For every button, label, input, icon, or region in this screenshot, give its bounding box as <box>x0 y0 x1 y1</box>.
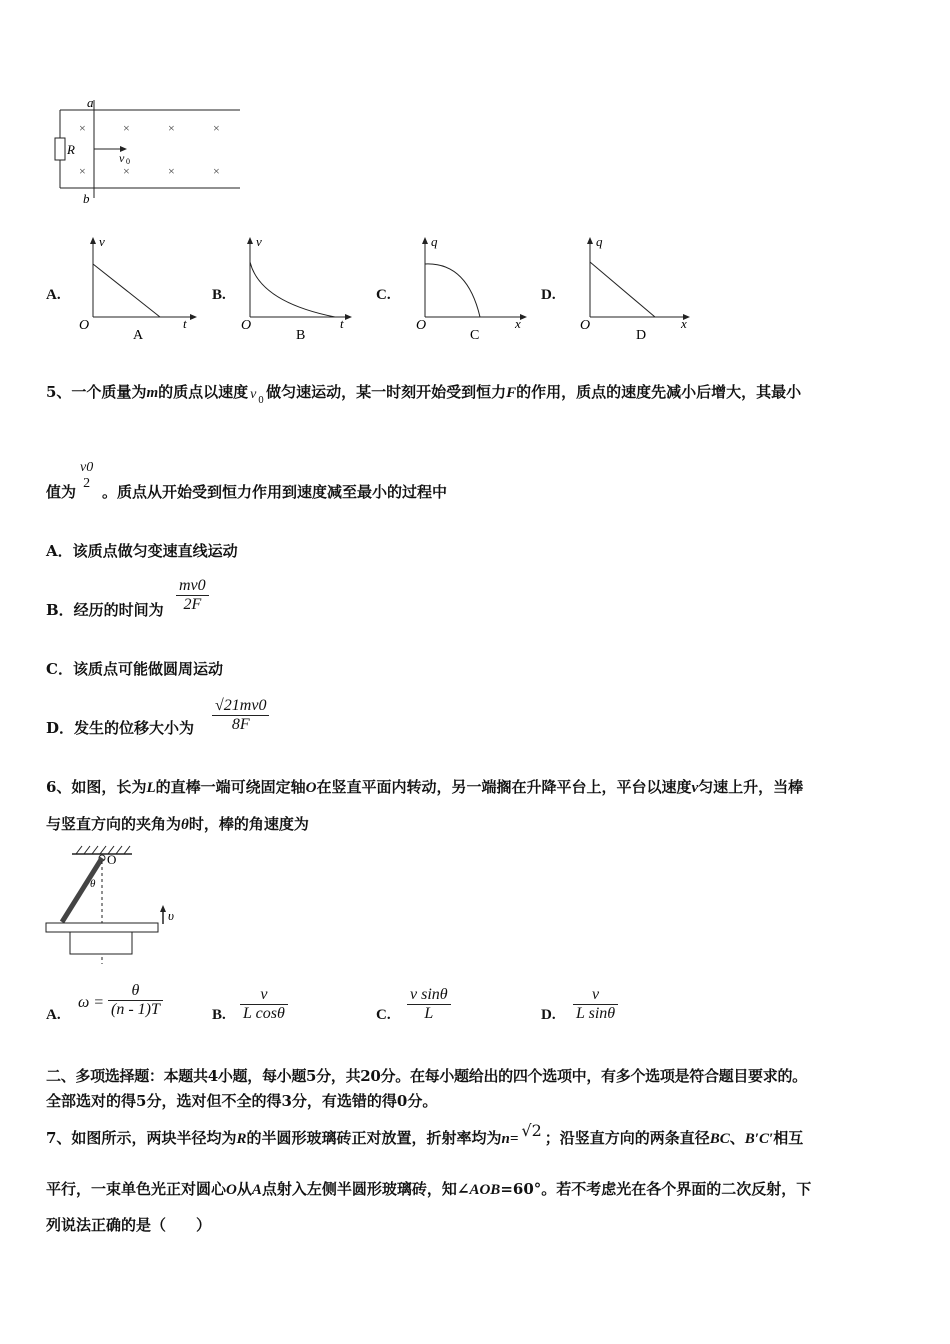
q7-line1: 7、如图所示，两块半径均为R的半圆形玻璃砖正对放置，折射率均为n= √2 ；沿竖直方向的两条直径BC、B′C′相互 <box>46 1121 804 1147</box>
label-R: R <box>67 142 75 157</box>
graph-d-x-label: x <box>681 316 687 331</box>
graph-d-y-label: q <box>596 234 603 249</box>
cross: × <box>79 121 86 135</box>
graph-option-letter-b: B. <box>212 287 226 303</box>
fig-label-theta: θ <box>90 878 96 890</box>
label-v0: v <box>119 151 125 165</box>
cross: × <box>123 164 130 178</box>
q6-option-a-lhs: ω = <box>78 994 105 1011</box>
graph-option-letter-d: D. <box>541 287 556 303</box>
graph-option-letter-a: A. <box>46 287 61 303</box>
graph-a-origin: O <box>79 318 90 333</box>
q7-line2: 平行，一束单色光正对圆心O从A点射入左侧半圆形玻璃砖，知∠AOB=60°。若不考虑光在各个界面的二次反射，下 <box>46 1180 812 1198</box>
cross: × <box>168 121 175 135</box>
q7-line3: 列说法正确的是（ ） <box>46 1216 212 1234</box>
q5-min-speed-fraction: v0 2 <box>80 460 94 491</box>
resistor-R <box>55 138 65 160</box>
q6-line1: 6、如图，长为L的直棒一端可绕固定轴O在竖直平面内转动，另一端搁在升降平台上，平台以速度v匀速上升，当棒 <box>46 778 804 796</box>
graph-b <box>240 232 365 347</box>
graph-b-x-label: t <box>340 316 344 331</box>
graph-c-origin: O <box>416 318 427 333</box>
graph-option-letter-c: C. <box>376 287 391 303</box>
q6-option-c-fraction: v sinθ L <box>407 986 451 1023</box>
graph-b-origin: O <box>241 318 252 333</box>
q6-option-c-letter: C. <box>376 1007 391 1023</box>
cross: × <box>213 164 220 178</box>
graph-b-y-label: v <box>256 234 262 249</box>
graph-b-caption: B <box>296 328 306 343</box>
rod-platform-figure <box>40 842 190 972</box>
section2-line1: 二、多项选择题：本题共4小题，每小题5分，共20分。在每小题给出的四个选项中，有多个选项是符合题目要求的。 <box>46 1067 807 1085</box>
cross: × <box>79 164 86 178</box>
graph-a-x-label: t <box>183 316 187 331</box>
q5-option-d-fraction: √21mv0 8F <box>212 697 269 734</box>
graph-c-x-label: x <box>515 316 521 331</box>
graph-b-curve <box>250 262 335 317</box>
graph-c-y-label: q <box>431 234 438 249</box>
q6-line2: 与竖直方向的夹角为θ时，棒的角速度为 <box>46 815 309 833</box>
graph-d-origin: O <box>580 318 591 333</box>
graph-a-y-label: v <box>99 234 105 249</box>
graph-a-caption: A <box>133 328 144 343</box>
magnetic-field-circuit-figure <box>45 95 250 210</box>
q7-sqrt2: √2 <box>521 1121 542 1140</box>
graph-d-caption: D <box>636 328 647 343</box>
rod <box>62 858 102 922</box>
cross: × <box>168 164 175 178</box>
q5-option-b: B．经历的时间为 <box>46 601 164 619</box>
q5-line2: 值为 。质点从开始受到恒力作用到速度减至最小的过程中 <box>46 483 448 501</box>
platform <box>46 923 158 932</box>
fig-label-O: O <box>107 852 117 867</box>
q5-option-d: D．发生的位移大小为 <box>46 719 195 737</box>
q5-option-b-fraction: mv0 2F <box>176 577 209 614</box>
q6-option-a-letter: A. <box>46 1007 61 1023</box>
q5-option-c: C．该质点可能做圆周运动 <box>46 660 223 678</box>
graph-d-curve <box>590 262 655 317</box>
graph-c-caption: C <box>470 328 480 343</box>
graph-d <box>578 232 703 347</box>
graph-c <box>412 232 537 347</box>
section2-line2: 全部选对的得5分，选对但不全的得3分，有选错的得0分。 <box>46 1092 438 1110</box>
q5-line1: 5、一个质量为m的质点以速度 v 0 做匀速运动，某一时刻开始受到恒力F的作用，质点的速度先减小后增大，其最小 <box>46 383 802 406</box>
graph-c-curve <box>425 264 480 317</box>
q6-option-d-fraction: v L sinθ <box>573 986 618 1023</box>
graph-a <box>75 232 200 347</box>
graph-a-curve <box>93 264 160 317</box>
label-a: a <box>87 95 94 110</box>
q6-option-d-letter: D. <box>541 1007 556 1023</box>
q6-option-b-letter: B. <box>212 1007 226 1023</box>
fig-label-v: υ <box>168 908 174 923</box>
q6-option-b-fraction: v L cosθ <box>240 986 288 1023</box>
q6-option-a-fraction: θ (n - 1)T <box>108 982 163 1019</box>
q5-option-a: A．该质点做匀变速直线运动 <box>46 542 238 560</box>
label-v0-sub: 0 <box>126 157 130 166</box>
cross: × <box>123 121 130 135</box>
label-b: b <box>83 191 90 206</box>
cross: × <box>213 121 220 135</box>
platform-base <box>70 932 132 954</box>
